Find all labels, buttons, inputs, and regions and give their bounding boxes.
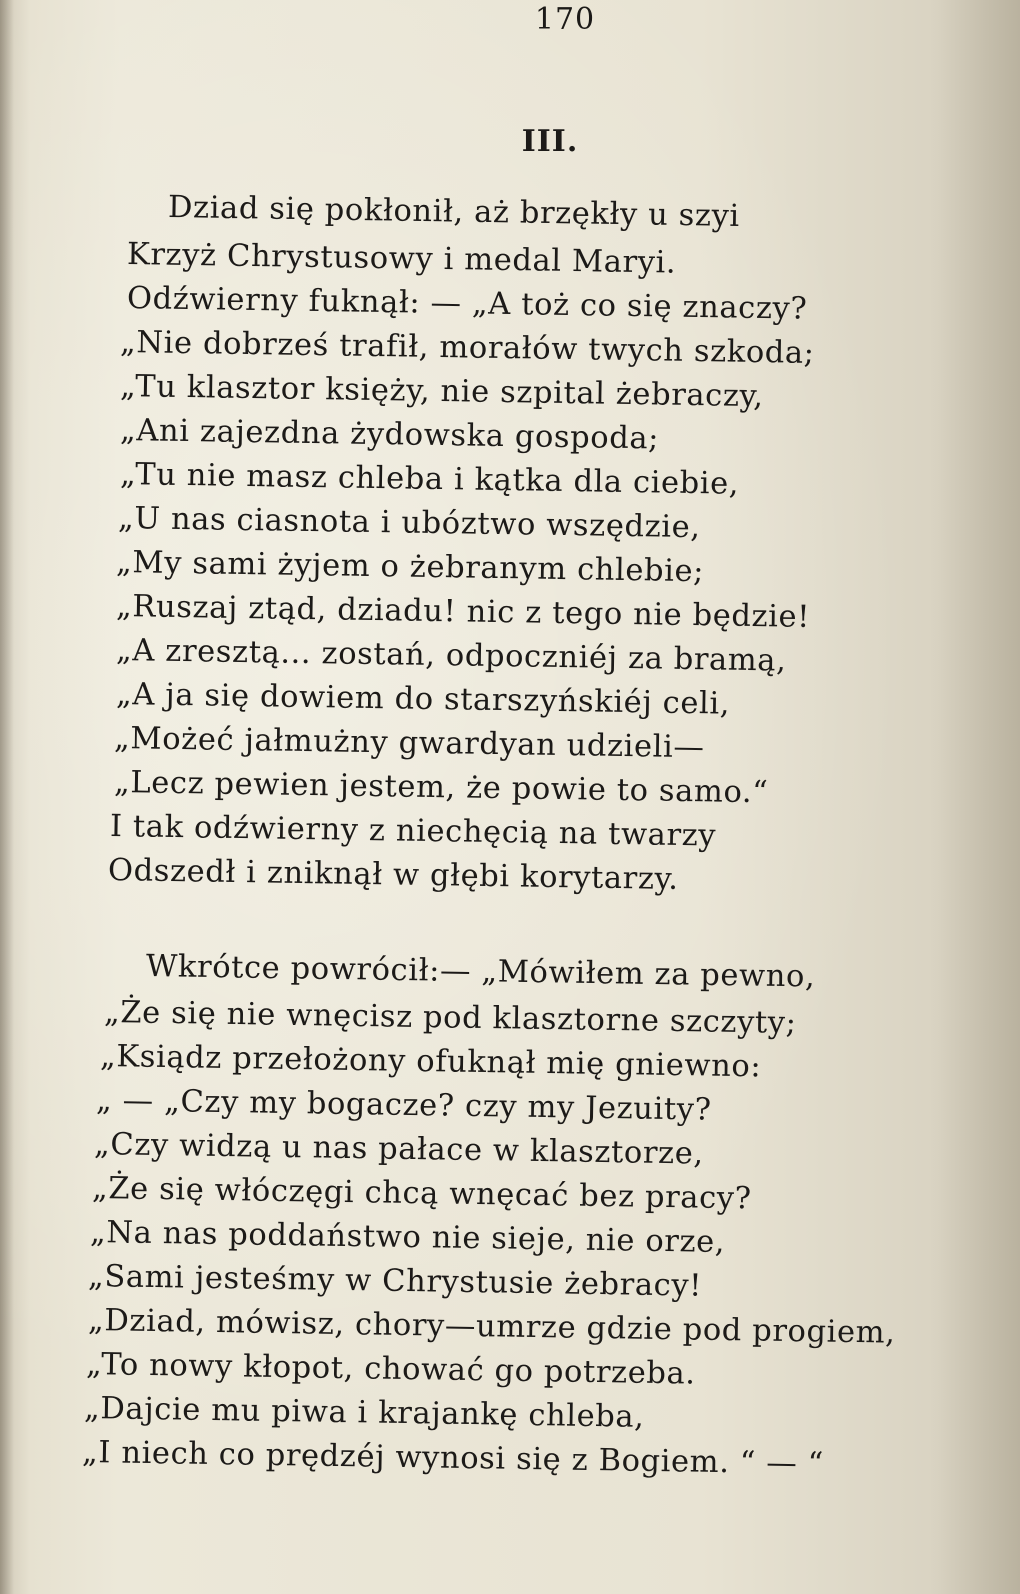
verse-line: „Czy widzą u nas pałace w klasztorze,	[93, 1127, 704, 1172]
verse-line: „Nie dobrześ trafił, morałów twych szkoda;	[119, 325, 815, 371]
verse-line: Wkrótce powrócił:— „Mówiłem za pewno,	[145, 949, 816, 995]
verse-line: „To nowy kłopot, chować go potrzeba.	[85, 1347, 696, 1392]
verse-line: „Że się włóczęgi chcą wnęcać bez pracy?	[91, 1171, 752, 1217]
verse-line: Odszedł i zniknął w głębi korytarzy.	[107, 853, 679, 897]
verse-line: „I niech co prędzéj wynosi się z Bogiem. “ — “	[81, 1435, 825, 1482]
verse-line: „Lecz pewien jestem, że powie to samo.“	[113, 765, 769, 811]
verse-line: „Tu nie masz chleba i kątka dla ciebie,	[119, 457, 740, 502]
verse-line: „A ja się dowiem do starszyńskiéj celi,	[115, 677, 731, 722]
verse-line: „Dajcie mu piwa i krajankę chleba,	[83, 1391, 645, 1435]
gutter-shadow	[0, 0, 14, 1594]
verse-line: I tak odźwierny z niechęcią na twarzy	[109, 809, 717, 854]
verse-line: „My sami żyjem o żebranym chlebie;	[115, 545, 705, 590]
verse-line: „Ruszaj ztąd, dziadu! nic z tego nie będzie!	[115, 589, 811, 635]
verse-line: Dziad się pokłonił, aż brzękły u szyi	[167, 190, 741, 234]
verse-line: „Że się nie wnęcisz pod klasztorne szczyty;	[103, 995, 797, 1041]
verse-line: „Tu klasztor księży, nie szpital żebraczy,	[119, 369, 764, 415]
verse-line: „U nas ciasnota i ubóztwo wszędzie,	[117, 501, 701, 546]
page-number: 170	[534, 2, 596, 37]
verse-line: Krzyż Chrystusowy i medal Maryi.	[126, 237, 677, 281]
verse-line: „Sami jesteśmy w Chrystusie żebracy!	[87, 1259, 703, 1304]
verse-line: „Na nas poddaństwo nie sieje, nie orze,	[89, 1215, 726, 1260]
verse-line: „Ani zajezdna żydowska gospoda;	[119, 413, 660, 457]
verse-line: „ — „Czy my bogacze? czy my Jezuity?	[95, 1083, 712, 1128]
verse-line: „Dziad, mówisz, chory—umrze gdzie pod progiem,	[87, 1303, 896, 1351]
verse-line: „A zresztą... zostań, odpoczniéj za bramą,	[115, 633, 787, 679]
verse-line: Odźwierny fuknął: — „A toż co się znaczy?	[126, 281, 808, 327]
facing-page-edge	[930, 0, 1020, 1594]
section-heading: III.	[521, 124, 579, 159]
verse-line: „Możeć jałmużny gwardyan udzieli—	[113, 721, 705, 766]
verse-line: „Ksiądz przełożony ofuknął mię gniewno:	[99, 1039, 762, 1085]
